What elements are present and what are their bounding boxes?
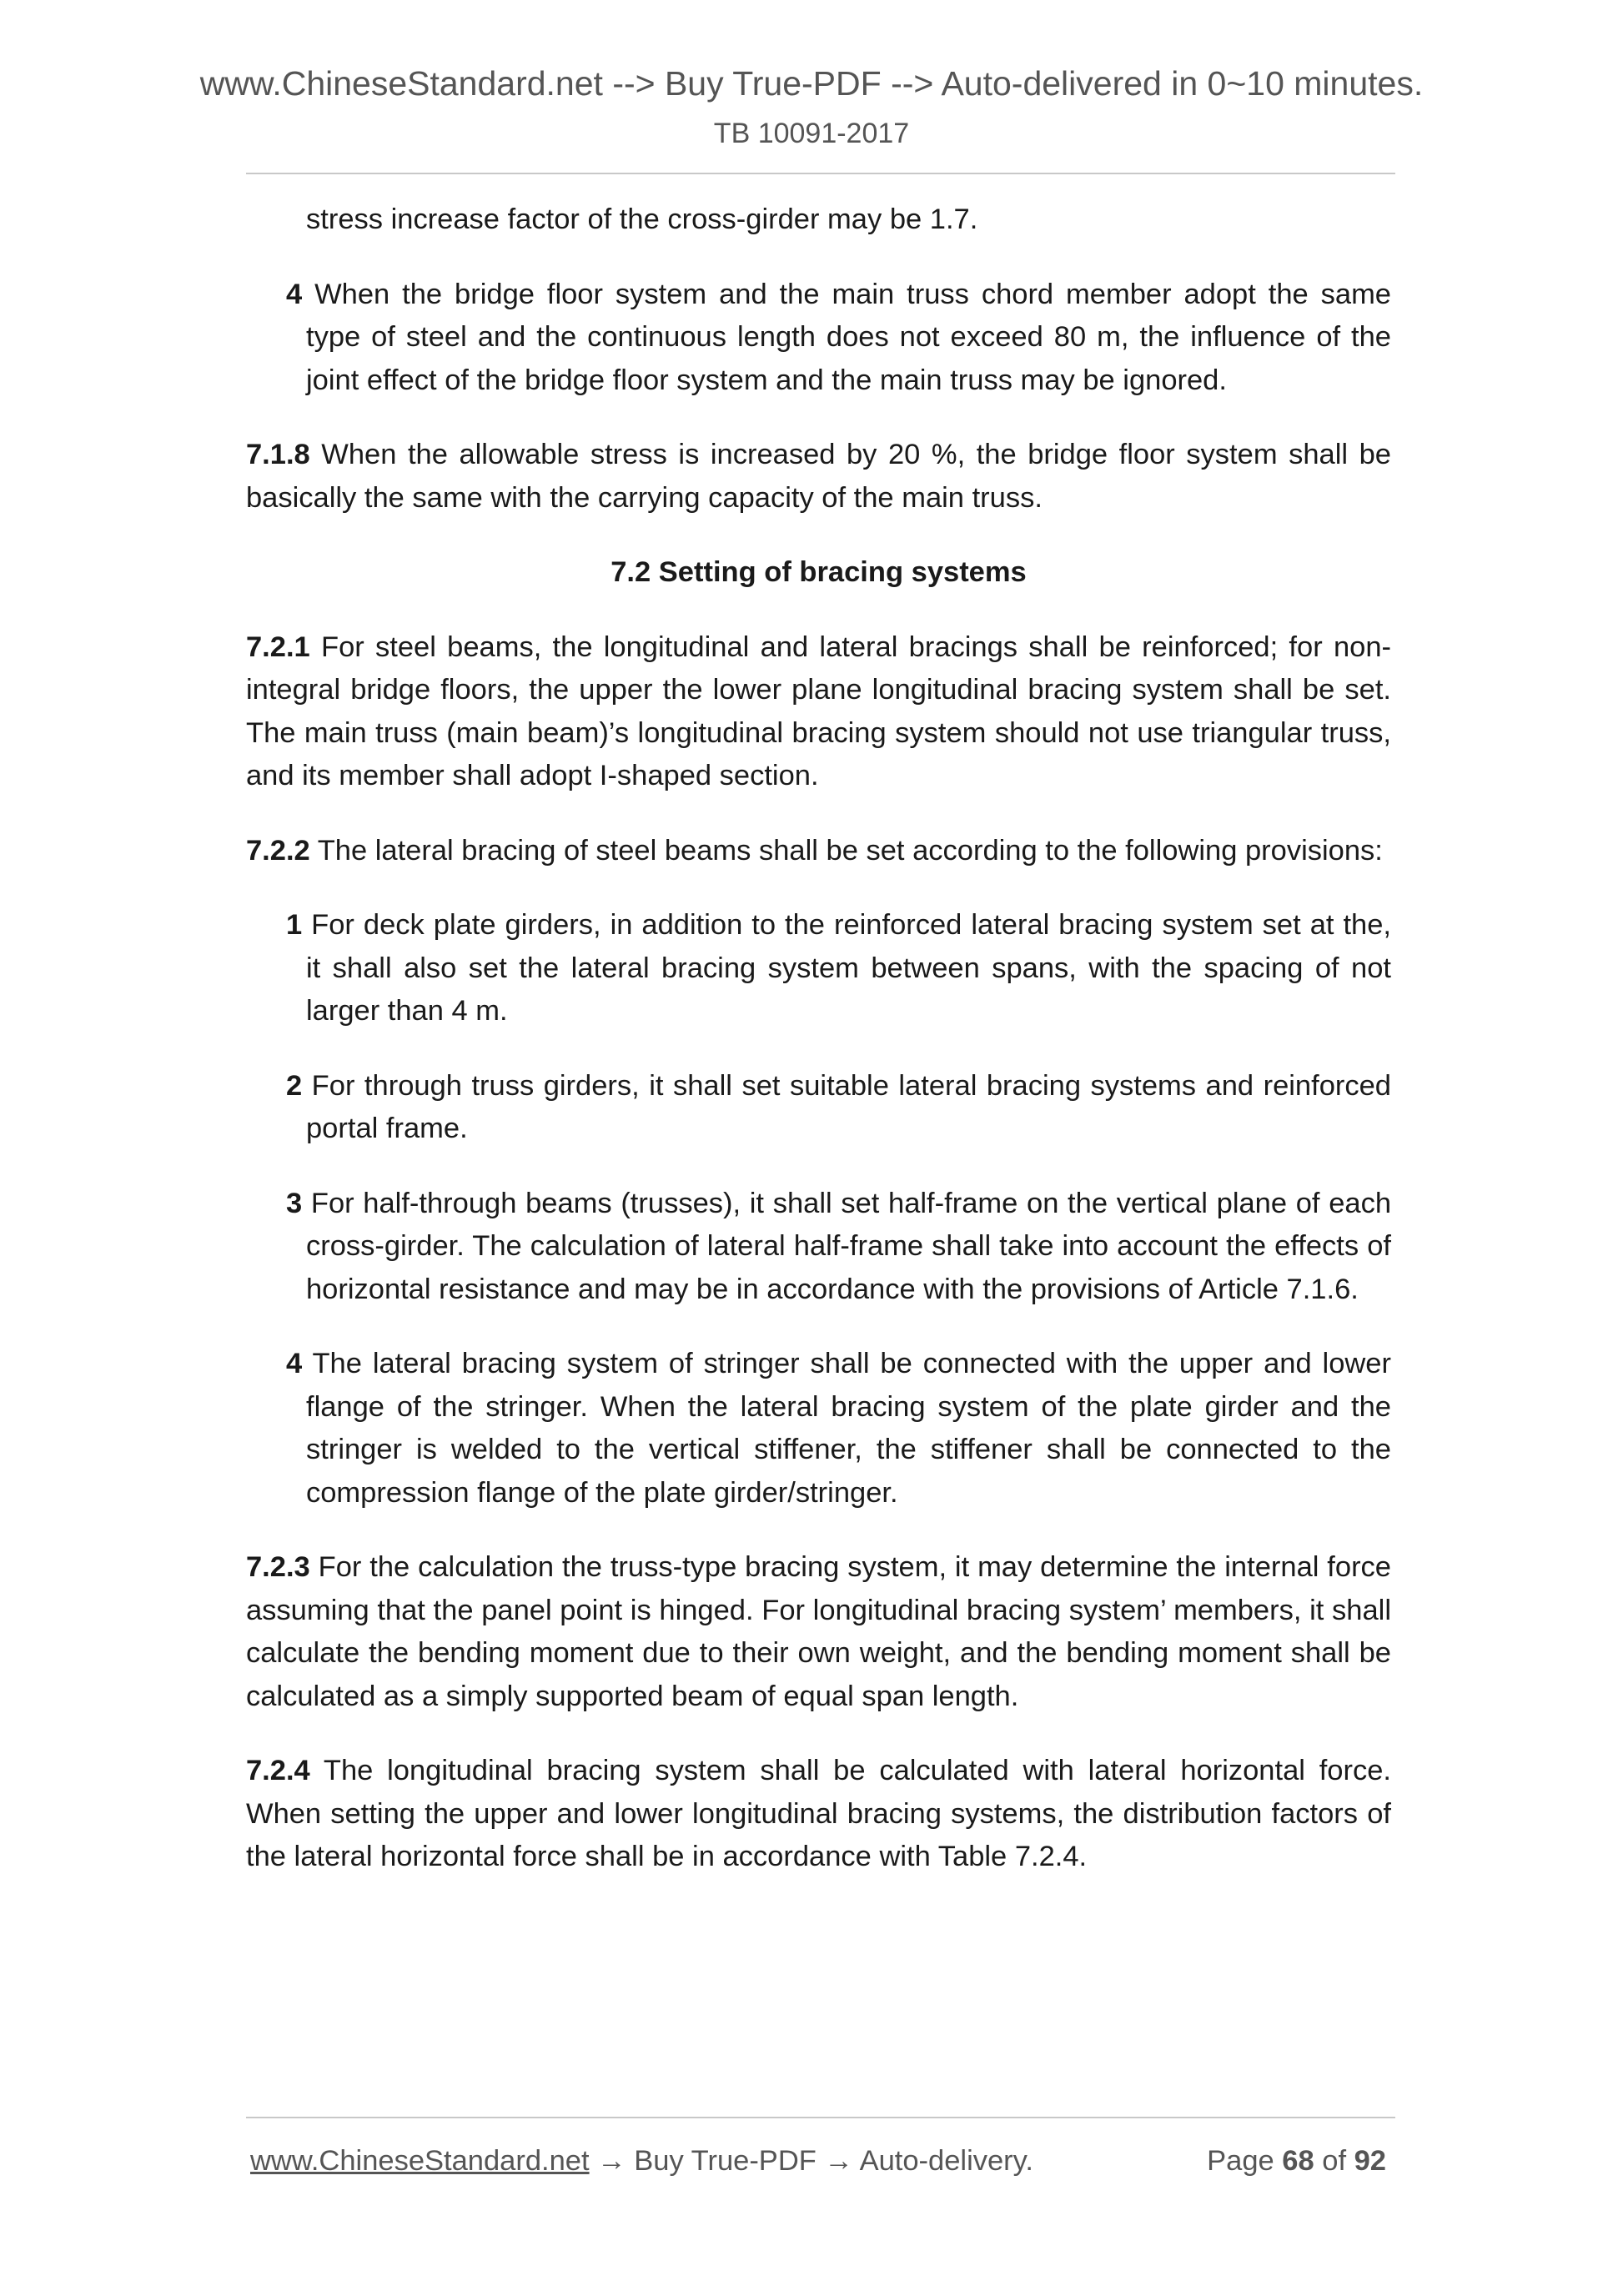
list-item bbox=[246, 1065, 1391, 1151]
clause-number: 7.1.8 bbox=[246, 439, 310, 470]
header-banner: www.ChineseStandard.net --> Buy True-PDF --> Auto-delivered in 0~10 minutes. bbox=[199, 64, 1424, 103]
item-number: 4 bbox=[286, 1348, 303, 1379]
of-label: of bbox=[1314, 2145, 1354, 2177]
clause-7-2-4 bbox=[246, 1750, 1391, 1879]
page-indicator bbox=[1207, 2143, 1386, 2178]
site-link[interactable]: www.ChineseStandard.net bbox=[250, 2145, 590, 2177]
page-total: 92 bbox=[1354, 2145, 1386, 2177]
clause-text: The lateral bracing of steel beams shall be set according to the following provisions: bbox=[309, 834, 1383, 867]
clause-7-1-8 bbox=[246, 434, 1391, 520]
footer bbox=[250, 2143, 1391, 2178]
clause-7-2-1 bbox=[246, 626, 1391, 798]
item-text: When the bridge floor system and the main truss chord member adopt the same type of steel and the continuous length does not exceed 80 m, the influence of the joint effect of the bridge floor system and the main truss may be ignored. bbox=[302, 278, 1391, 396]
item-number: 4 bbox=[286, 278, 303, 310]
item-text: For through truss girders, it shall set suitable lateral bracing systems and reinforced portal frame. bbox=[302, 1069, 1391, 1144]
clause-text: For the calculation the truss-type bracing system, it may determine the internal force assuming that the panel point is hinged. For longitudinal bracing system’ members, it shall calculate the bending moment due to their own weight, and the bending moment shall be calculated as a simply supported beam of equal span length. bbox=[246, 1551, 1391, 1712]
page-number: 68 bbox=[1282, 2145, 1314, 2177]
item-text: The lateral bracing system of stringer shall be connected with the upper and lower flange of the stringer. When the lateral bracing system of the plate girder and the stringer is welded to the vertical stiffener, the stiffener shall be connected to the compression flange of the plate girder/stringer. bbox=[302, 1348, 1391, 1509]
clause-number: 7.2.1 bbox=[246, 631, 310, 663]
clause-number: 7.2.4 bbox=[246, 1755, 310, 1786]
header-divider bbox=[246, 173, 1395, 174]
clause-text: For steel beams, the longitudinal and lateral bracings shall be reinforced; for non-integral bridge floors, the upper the lower plane longitudinal bracing system shall be set. The main truss (main beam)’s longitudinal bracing system should not use triangular truss, and its member shall adopt I-shaped section. bbox=[246, 631, 1391, 791]
item-text: For deck plate girders, in addition to the reinforced lateral bracing system set at the, it shall also set the lateral bracing system between spans, with the spacing of not larger than 4 m. bbox=[302, 909, 1391, 1027]
list-item bbox=[246, 1343, 1391, 1515]
clause-7-2-2 bbox=[246, 830, 1391, 873]
clause-text: The longitudinal bracing system shall be calculated with lateral horizontal force. When setting the upper and lower longitudinal bracing systems, the distribution factors of the lateral horizontal force shall be in accordance with Table 7.2.4. bbox=[246, 1755, 1391, 1872]
footer-divider bbox=[246, 2117, 1395, 2118]
list-item bbox=[246, 1183, 1391, 1312]
clause-number: 7.2.2 bbox=[246, 834, 310, 867]
page-label: Page bbox=[1207, 2145, 1283, 2177]
list-item bbox=[246, 904, 1391, 1033]
item-text: For half-through beams (trusses), it shall set half-frame on the vertical plane of each cross-girder. The calculation of lateral half-frame shall take into account the effects of horizontal resistance and may be in accordance with the provisions of Article 7.1.6. bbox=[302, 1187, 1391, 1305]
continued-paragraph: stress increase factor of the cross-girder may be 1.7. bbox=[306, 203, 978, 235]
document-code: TB 10091-2017 bbox=[713, 118, 910, 149]
item-number: 2 bbox=[286, 1069, 303, 1102]
page-body bbox=[246, 198, 1391, 1879]
clause-number: 7.2.3 bbox=[246, 1551, 310, 1583]
list-item bbox=[246, 274, 1391, 403]
item-number: 3 bbox=[286, 1187, 303, 1219]
footer-buy-text: → Buy True-PDF → Auto-delivery. bbox=[589, 2145, 1033, 2177]
section-heading: 7.2 Setting of bracing systems bbox=[611, 556, 1027, 588]
clause-text: When the allowable stress is increased by 20 %, the bridge floor system shall be basically the same with the carrying capacity of the main truss. bbox=[246, 439, 1391, 514]
clause-7-2-3 bbox=[246, 1546, 1391, 1718]
item-number: 1 bbox=[286, 909, 303, 941]
